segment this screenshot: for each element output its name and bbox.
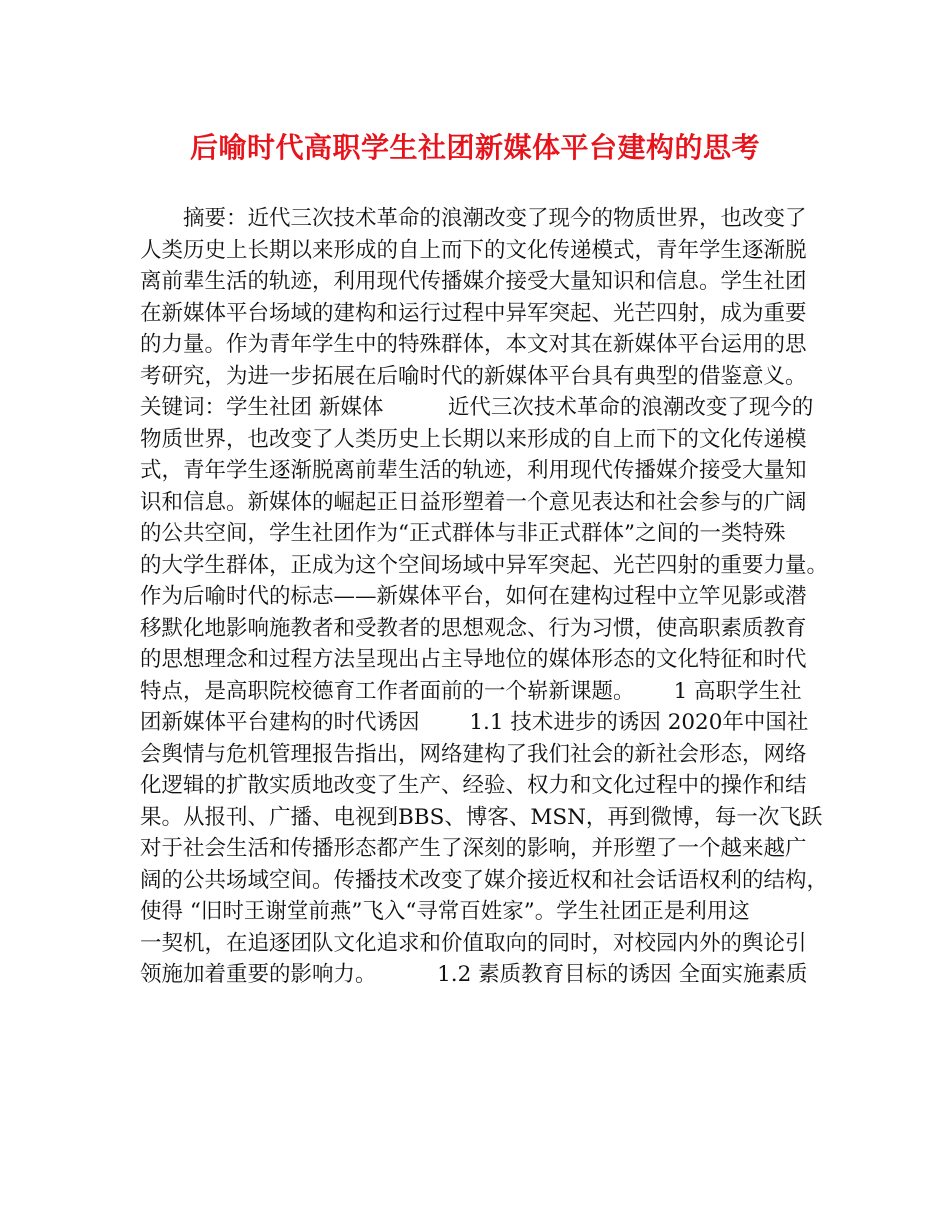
body-line: 物质世界，也改变了人类历史上长期以来形成的自上而下的文化传递模 bbox=[140, 426, 807, 452]
body-line: 团新媒体平台建构的时代诱因 1.1 技术进步的诱因 2020年中国社 bbox=[140, 710, 809, 735]
body-line: 移默化地影响施教者和受教者的思想观念、行为习惯，使高职素质教育 bbox=[140, 615, 807, 641]
body-line: 摘要：近代三次技术革命的浪潮改变了现今的物质世界，也改变了 bbox=[183, 206, 807, 231]
body-line: 使得 “旧时王谢堂前燕”飞入“寻常百姓家”。学生社团正是利用这 bbox=[140, 899, 750, 924]
body-line: 识和信息。新媒体的崛起正日益形塑着一个意见表达和社会参与的广阔 bbox=[140, 489, 807, 515]
body-line: 离前辈生活的轨迹，利用现代传播媒介接受大量知识和信息。学生社团 bbox=[140, 269, 807, 294]
body-line: 的大学生群体，正成为这个空间场域中异军突起、光芒四射的重要力量。 bbox=[140, 552, 829, 578]
document-body bbox=[140, 203, 830, 991]
body-line: 会舆情与危机管理报告指出，网络建构了我们社会的新社会形态，网络 bbox=[140, 741, 807, 767]
body-line: 作为后喻时代的标志——新媒体平台，如何在建构过程中立竿见影或潜 bbox=[140, 584, 807, 609]
body-line: 的力量。作为青年学生中的特殊群体，本文对其在新媒体平台运用的思 bbox=[140, 332, 807, 357]
body-line: 化逻辑的扩散实质地改变了生产、经验、权力和文化过程中的操作和结 bbox=[140, 773, 807, 798]
body-line: 人类历史上长期以来形成的自上而下的文化传递模式，青年学生逐渐脱 bbox=[140, 237, 807, 263]
body-line: 一契机，在追逐团队文化追求和价值取向的同时，对校园内外的舆论引 bbox=[140, 930, 807, 956]
body-line: 果。从报刊、广播、电视到BBS、博客、MSN，再到微博，每一次飞跃 bbox=[140, 804, 823, 830]
body-line: 式，青年学生逐渐脱离前辈生活的轨迹，利用现代传播媒介接受大量知 bbox=[140, 458, 807, 483]
body-line: 特点，是高职院校德育工作者面前的一个崭新课题。 1 高职学生社 bbox=[140, 678, 802, 704]
body-line: 的公共空间，学生社团作为“正式群体与非正式群体”之间的一类特殊 bbox=[140, 521, 786, 546]
document-title: 后喻时代高职学生社团新媒体平台建构的思考 bbox=[189, 131, 760, 164]
body-line: 关键词：学生社团 新媒体 近代三次技术革命的浪潮改变了现今的 bbox=[140, 395, 814, 420]
body-line: 阔的公共场域空间。传播技术改变了媒介接近权和社会话语权利的结构， bbox=[140, 867, 829, 893]
body-line: 对于社会生活和传播形态都产生了深刻的影响，并形塑了一个越来越广 bbox=[140, 836, 807, 861]
body-line: 的思想理念和过程方法呈现出占主导地位的媒体形态的文化特征和时代 bbox=[140, 647, 807, 672]
body-line: 考研究，为进一步拓展在后喻时代的新媒体平台具有典型的借鉴意义。 bbox=[140, 363, 807, 389]
body-line: 在新媒体平台场域的建构和运行过程中异军突起、光芒四射，成为重要 bbox=[140, 300, 807, 326]
body-line: 领施加着重要的影响力。 1.2 素质教育目标的诱因 全面实施素质 bbox=[140, 962, 808, 987]
